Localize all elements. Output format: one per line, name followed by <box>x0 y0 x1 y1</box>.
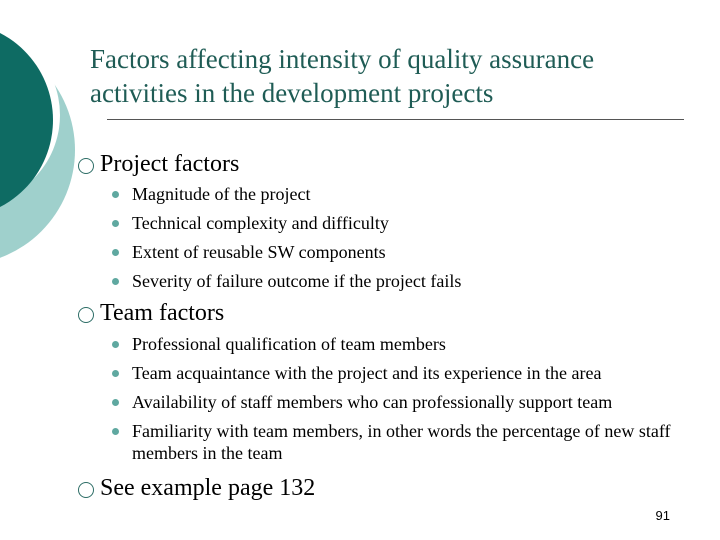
slide-title-line2: activities in the development projects <box>90 78 494 108</box>
list-item-text: Technical complexity and difficulty <box>132 213 389 233</box>
hollow-circle-bullet-icon <box>78 158 94 174</box>
section-heading-text: See example page 132 <box>100 475 316 501</box>
slide-title-line1: Factors affecting intensity of quality assurance <box>90 44 595 74</box>
list-item-text: Team acquaintance with the project and its experience in the area <box>132 363 602 383</box>
page-number: 91 <box>655 508 670 523</box>
dot-bullet-icon <box>112 249 119 256</box>
dot-bullet-icon <box>112 428 119 435</box>
section-heading-text: Project factors <box>100 151 240 177</box>
hollow-circle-bullet-icon <box>78 482 94 498</box>
dot-bullet-icon <box>112 399 119 406</box>
list-item-text: Availability of staff members who can professionally support team <box>132 392 613 412</box>
dot-bullet-icon <box>112 278 119 285</box>
dot-bullet-icon <box>112 191 119 198</box>
dot-bullet-icon <box>112 220 119 227</box>
list-item-text: Severity of failure outcome if the project fails <box>132 271 462 291</box>
hollow-circle-bullet-icon <box>78 307 94 323</box>
list-item-text: Magnitude of the project <box>132 184 311 204</box>
dot-bullet-icon <box>112 370 119 377</box>
section-heading-text: Team factors <box>100 300 225 326</box>
list-item-text: Familiarity with team members, in other words the percentage of new staff members in the team <box>132 421 671 463</box>
list-item-text: Extent of reusable SW components <box>132 242 386 262</box>
dot-bullet-icon <box>112 341 119 348</box>
list-item-text: Professional qualification of team members <box>132 334 446 354</box>
